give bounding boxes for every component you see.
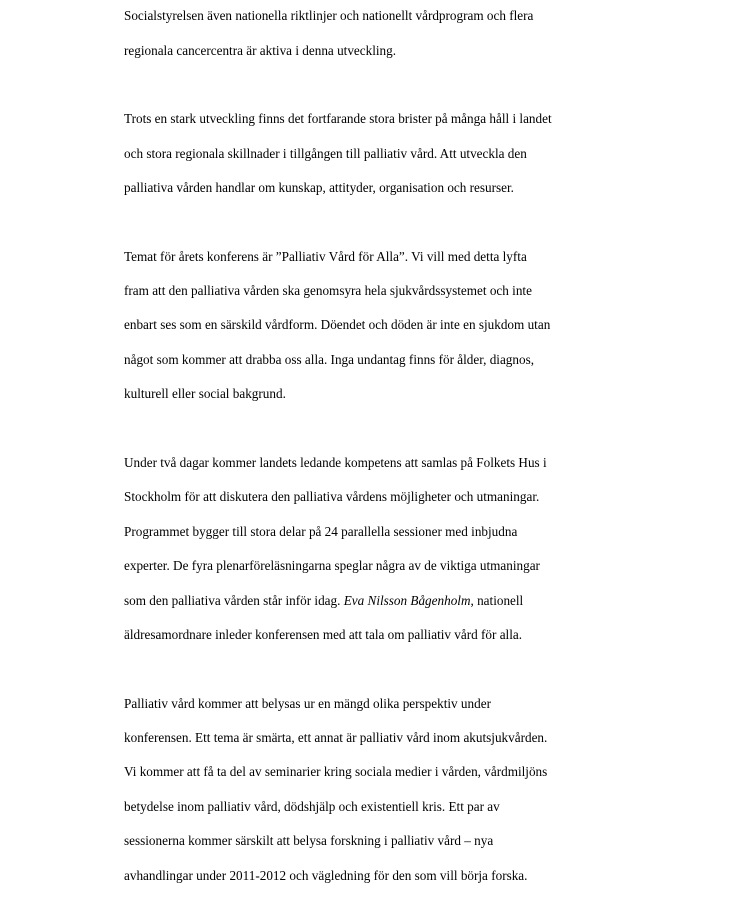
text-line: och stora regionala skillnader i tillgången till palliativ vård. Att utveckla den	[124, 145, 527, 161]
paragraph-development	[124, 93, 724, 213]
text-line: konferensen. Ett tema är smärta, ett annat är palliativ vård inom akutsjukvården.	[124, 729, 548, 745]
speaker-name: Eva Nilsson Bågenholm	[343, 592, 471, 608]
paragraph-intro	[124, 0, 724, 76]
text-line: Temat för årets konferens är ”Palliativ Vård för Alla”. Vi vill med detta lyfta	[124, 248, 527, 264]
text-segment: , nationell	[470, 592, 524, 608]
paragraph-theme	[124, 230, 724, 419]
text-line: betydelse inom palliativ vård, dödshjälp och existentiell kris. Ett par av	[124, 798, 500, 814]
document-page	[124, 0, 724, 918]
text-segment: som den palliativa vården står inför idag.	[124, 592, 344, 608]
paragraph-conference	[124, 437, 724, 661]
text-line: regionala cancercentra är aktiva i denna utveckling.	[124, 42, 397, 58]
text-line: Vi kommer att få ta del av seminarier kring sociala medier i vården, vårdmiljöns	[124, 764, 548, 780]
text-line-with-speaker	[124, 592, 724, 609]
text-line: något som kommer att drabba oss alla. Inga undantag finns för ålder, diagnos,	[124, 351, 535, 367]
text-line: Trots en stark utveckling finns det fortfarande stora brister på många håll i landet	[124, 111, 552, 127]
text-line: Under två dagar kommer landets ledande kompetens att samlas på Folkets Hus i	[124, 454, 547, 470]
paragraph-perspectives	[124, 677, 724, 901]
text-line: fram att den palliativa vården ska genomsyra hela sjukvårdssystemet och inte	[124, 283, 532, 299]
text-line: sessionerna kommer särskilt att belysa forskning i palliativ vård – nya	[124, 833, 494, 849]
text-line: palliativa vården handlar om kunskap, attityder, organisation och resurser.	[124, 180, 514, 196]
text-line: äldresamordnare inleder konferensen med att tala om palliativ vård för alla.	[124, 626, 523, 642]
text-line: Programmet bygger till stora delar på 24 parallella sessioner med inbjudna	[124, 523, 518, 539]
text-line: experter. De fyra plenarföreläsningarna speglar några av de viktiga utmaningar	[124, 558, 540, 574]
text-line: Socialstyrelsen även nationella riktlinjer och nationellt vårdprogram och flera	[124, 8, 534, 24]
text-line: Stockholm för att diskutera den palliativa vårdens möjligheter och utmaningar.	[124, 489, 540, 505]
text-line: enbart ses som en särskild vårdform. Döendet och döden är inte en sjukdom utan	[124, 317, 551, 333]
text-line: Palliativ vård kommer att belysas ur en mängd olika perspektiv under	[124, 695, 491, 711]
text-line: avhandlingar under 2011-2012 och vägledning för den som vill börja forska.	[124, 867, 528, 883]
text-line: kulturell eller social bakgrund.	[124, 386, 286, 402]
